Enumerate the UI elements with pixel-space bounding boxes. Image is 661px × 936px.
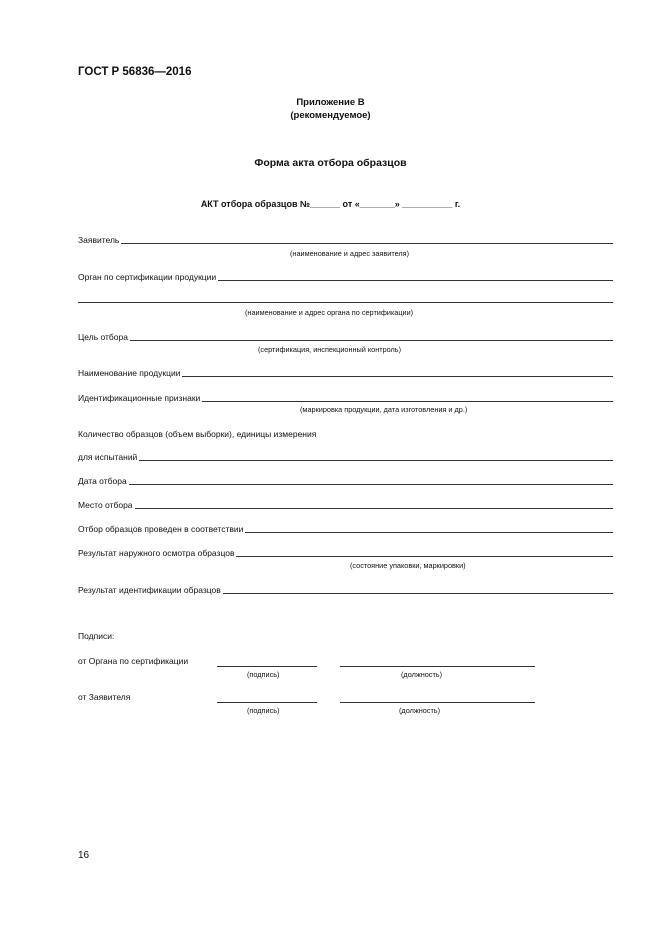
field-visual [78, 547, 613, 558]
field-label: для испытаний [78, 452, 138, 462]
sig-applicant-sign-note: (подпись) [247, 706, 280, 715]
field-label: Дата отбора [78, 476, 127, 486]
fill-line [135, 499, 613, 509]
field-place [78, 499, 613, 510]
annex-title: Приложение В [296, 97, 365, 108]
sig-cert-body-position-note: (должность) [401, 670, 443, 679]
field-purpose [78, 331, 613, 342]
fill-line [130, 331, 613, 341]
field-product [78, 367, 613, 378]
cert-body-note: (наименование и адрес органа по сертификации) [245, 308, 414, 317]
purpose-note: (сертификация, инспекционный контроль) [258, 345, 402, 354]
field-label: Наименование продукции [78, 368, 181, 378]
fill-line-cert-body-2 [78, 302, 613, 303]
sig-cert-body-sign-line [217, 665, 317, 667]
field-label: Отбор образцов проведен в соответствии [78, 524, 244, 534]
fill-line [202, 392, 613, 402]
sig-applicant-position-line [340, 701, 535, 703]
field-label: Цель отбора [78, 332, 128, 342]
field-label: Идентификационные признаки [78, 393, 201, 403]
sig-cert-body-sign-note: (подпись) [247, 670, 280, 679]
fill-line [223, 584, 613, 594]
field-label: Результат идентификации образцов [78, 585, 221, 595]
sig-cert-body-label: от Органа по сертификации [78, 656, 189, 666]
page-number: 16 [78, 850, 90, 861]
standard-code: ГОСТ Р 56836—2016 [78, 66, 192, 78]
fill-line [129, 475, 613, 485]
field-date [78, 475, 613, 486]
fill-line [139, 451, 613, 461]
sig-applicant-label: от Заявителя [78, 692, 131, 702]
quantity-label: Количество образцов (объем выборки), единицы измерения [78, 429, 317, 439]
field-label: Заявитель [78, 235, 120, 245]
fill-line [182, 367, 613, 377]
fill-line [218, 271, 613, 281]
visual-note: (состояние упаковки, маркировки) [350, 561, 466, 570]
field-for-tests [78, 451, 613, 462]
act-number-line: АКТ отбора образцов №______ от «_______» __________ г. [200, 199, 461, 209]
field-according [78, 523, 613, 534]
fill-line [236, 547, 613, 557]
sig-applicant-position-note: (должность) [399, 706, 441, 715]
applicant-note: (наименование и адрес заявителя) [290, 249, 410, 258]
annex-heading [0, 96, 661, 122]
signatures-heading: Подписи: [78, 631, 115, 641]
field-ident [78, 392, 613, 403]
field-applicant [78, 234, 613, 245]
fill-line [245, 523, 613, 533]
sig-applicant-sign-line [217, 701, 317, 703]
fill-line [121, 234, 613, 244]
ident-note: (маркировка продукции, дата изготовления и др.) [300, 405, 468, 414]
field-label: Результат наружного осмотра образцов [78, 548, 235, 558]
field-cert-body [78, 271, 613, 282]
field-label: Орган по сертификации продукции [78, 272, 217, 282]
form-title: Форма акта отбора образцов [254, 157, 407, 169]
field-label: Место отбора [78, 500, 133, 510]
annex-subtitle: (рекомендуемое) [290, 110, 371, 121]
field-ident-result [78, 584, 613, 595]
sig-cert-body-position-line [340, 665, 535, 667]
